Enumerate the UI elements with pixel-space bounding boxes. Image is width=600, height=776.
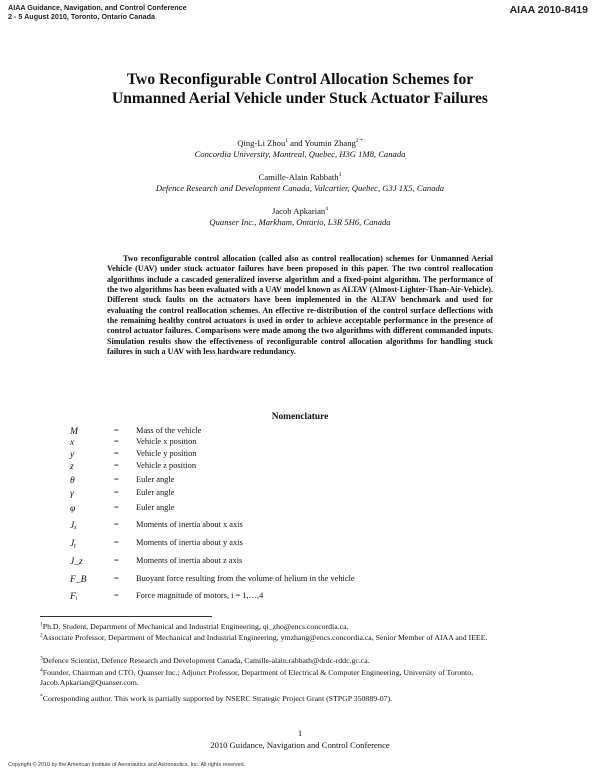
nomenclature-entry bbox=[70, 503, 530, 517]
nomenclature-definition: Vehicle z position bbox=[136, 461, 197, 470]
footer-conference: 2010 Guidance, Navigation and Control Conference bbox=[210, 740, 390, 750]
author-conjunction: and bbox=[288, 138, 305, 148]
nomenclature-entry bbox=[70, 574, 530, 588]
paper-id: AIAA 2010-8419 bbox=[509, 4, 588, 16]
nomenclature-entry bbox=[70, 475, 530, 489]
nomenclature-equals: = bbox=[114, 503, 119, 512]
footnote-mark: 4 bbox=[40, 667, 43, 674]
nomenclature-definition: Moments of inertia about z axis bbox=[136, 556, 243, 565]
nomenclature-definition: Euler angle bbox=[136, 503, 175, 512]
nomenclature-symbol: F_B bbox=[70, 574, 87, 585]
affiliation-quanser: Quanser Inc., Markham, Ontario, L3R 5H6, Canada bbox=[209, 217, 391, 227]
page-number: 1 bbox=[297, 728, 303, 738]
author-name-zhou: Qing-Li Zhou bbox=[237, 138, 286, 148]
author-block-2 bbox=[0, 172, 600, 194]
nomenclature-equals: = bbox=[114, 538, 119, 547]
affiliation-concordia: Concordia University, Montreal, Quebec, H3G 1M8, Canada bbox=[194, 149, 406, 159]
footnote-mark: * bbox=[40, 693, 43, 700]
nomenclature-entry bbox=[70, 556, 530, 570]
nomenclature-equals: = bbox=[114, 437, 119, 446]
author-sup-apkarian: 4 bbox=[325, 206, 328, 213]
authors-line-3 bbox=[0, 206, 600, 217]
affiliation-drdc: Defence Research and Development Canada, Valcartier, Quebec, G3J 1X5, Canada bbox=[155, 183, 445, 193]
author-block-1 bbox=[0, 138, 600, 160]
authors-line-1 bbox=[0, 138, 600, 149]
nomenclature-heading: Nomenclature bbox=[271, 412, 329, 422]
author-name-zhang: Youmin Zhang bbox=[304, 138, 356, 148]
nomenclature-entry bbox=[70, 538, 530, 552]
nomenclature-definition: Force magnitude of motors, i = 1,…,4 bbox=[136, 591, 264, 600]
conference-date-location: 2 - 5 August 2010, Toronto, Ontario Canada bbox=[8, 11, 155, 21]
author-sup-rabbath: 3 bbox=[338, 172, 342, 179]
footnote-corresponding bbox=[40, 694, 560, 704]
nomenclature-definition: Euler angle bbox=[136, 488, 175, 497]
nomenclature-symbol: γ bbox=[70, 488, 74, 499]
nomenclature-equals: = bbox=[114, 449, 119, 458]
nomenclature-equals: = bbox=[114, 488, 119, 497]
nomenclature-equals: = bbox=[114, 574, 119, 583]
footnote-1 bbox=[40, 622, 560, 632]
nomenclature-symbol: z bbox=[70, 461, 74, 472]
footnote-mark: 2 bbox=[40, 632, 43, 639]
nomenclature-symbol: M bbox=[70, 426, 78, 437]
nomenclature-definition: Moments of inertia about x axis bbox=[136, 520, 243, 529]
nomenclature-symbol: φ bbox=[70, 503, 76, 514]
footnote-4 bbox=[40, 668, 560, 687]
nomenclature-definition: Vehicle y position bbox=[136, 449, 197, 458]
nomenclature-entry bbox=[70, 591, 530, 605]
author-sup-zhang: 2 * bbox=[355, 138, 363, 145]
footnote-text: Associate Professor, Department of Mechanical and Industrial Engineering, ymzhang@encs.concordia.ca, Senior Member of AIAA and IEEE. bbox=[42, 633, 488, 642]
footnote-mark: 3 bbox=[40, 655, 43, 662]
paper-title bbox=[0, 70, 600, 108]
nomenclature-entry bbox=[70, 520, 530, 534]
nomenclature-equals: = bbox=[114, 426, 119, 435]
nomenclature-entry bbox=[70, 488, 530, 502]
nomenclature-equals: = bbox=[114, 520, 119, 529]
conference-name: AIAA Guidance, Navigation, and Control Conference bbox=[8, 3, 187, 12]
nomenclature-equals: = bbox=[114, 556, 119, 565]
nomenclature-definition: Moments of inertia about y axis bbox=[136, 538, 243, 547]
author-name-rabbath: Camille-Alain Rabbath bbox=[258, 172, 339, 182]
nomenclature-symbol: J_z bbox=[70, 556, 83, 567]
nomenclature-equals: = bbox=[114, 461, 119, 470]
author-sup-zhou: 1 bbox=[285, 138, 289, 145]
nomenclature-symbol: Fᵢ bbox=[70, 591, 78, 602]
nomenclature-definition: Vehicle x position bbox=[136, 437, 197, 446]
author-block-3 bbox=[0, 206, 600, 228]
nomenclature-symbol: x bbox=[70, 437, 75, 448]
nomenclature-equals: = bbox=[114, 475, 119, 484]
nomenclature-entry bbox=[70, 461, 530, 475]
title-line-2: Unmanned Aerial Vehicle under Stuck Actuator Failures bbox=[111, 90, 488, 107]
footnote-text: Defence Scientist, Defence Research and Development Canada, Camille-alain.rabbath@drdc-rddc.gc.ca. bbox=[42, 656, 370, 665]
abstract: Two reconfigurable control allocation (called also as control reallocation) schemes for Unmanned Aerial Vehicle (UAV) under stuck actuator failures have been proposed in this paper. The two control reallocation algorithms include a cascaded generalized inverse algorithm and a fixed-point algorithm. The performance of the two algorithms has been evaluated with a UAV model known as ALTAV (Almost-Lighter-Than-Air-Vehicle). Different stuck faults on the actuators have been implemented in the ALTAV benchmark and used for evaluating the control reallocation schemes. An effective re-distribution of the control surface deflections with the remaining healthy control actuators is used in order to achieve acceptable performance in the presence of control actuator failures. Comparisons were made among the two algorithms with different commanded inputs. Simulation results show the effectiveness of reconfigurable control allocation algorithms for handling stuck failures in such a UAV with less hardware redundancy. bbox=[107, 254, 493, 357]
title-line-1: Two Reconfigurable Control Allocation Schemes for bbox=[126, 71, 474, 88]
nomenclature-symbol: θ bbox=[70, 475, 75, 486]
nomenclature-symbol: Jₓ bbox=[70, 520, 77, 531]
nomenclature-symbol: Jᵧ bbox=[70, 538, 77, 549]
footnote-3 bbox=[40, 656, 560, 666]
footnote-mark: 1 bbox=[40, 621, 43, 628]
footnote-text: Founder, Chairman and CTO, Quanser Inc.; Adjunct Professor, Department of Electrical & Computer Engineering, University of Toronto, Jacob.Apkarian@Quanser.com. bbox=[40, 668, 474, 687]
footnote-separator bbox=[40, 616, 212, 617]
nomenclature-equals: = bbox=[114, 591, 119, 600]
footnote-text: Ph.D. Student, Department of Mechanical and Industrial Engineering, qi_zho@encs.concordia.ca. bbox=[42, 622, 349, 631]
footnote-2 bbox=[40, 633, 560, 643]
author-name-apkarian: Jacob Apkarian bbox=[272, 206, 326, 216]
nomenclature-definition: Mass of the vehicle bbox=[136, 426, 202, 435]
nomenclature-symbol: y bbox=[70, 449, 75, 460]
conference-header bbox=[8, 4, 187, 21]
nomenclature-definition: Euler angle bbox=[136, 475, 175, 484]
copyright-notice: Copyright © 2010 by the American Institute of Aeronautics and Astronautics, Inc. All rights reserved. bbox=[8, 762, 246, 768]
footnote-text: Corresponding author. This work is partially supported by NSERC Strategic Project Grant (STPGP 350889-07). bbox=[42, 694, 393, 703]
authors-line-2 bbox=[0, 172, 600, 183]
nomenclature-definition: Buoyant force resulting from the volume of helium in the vehicle bbox=[136, 574, 355, 583]
